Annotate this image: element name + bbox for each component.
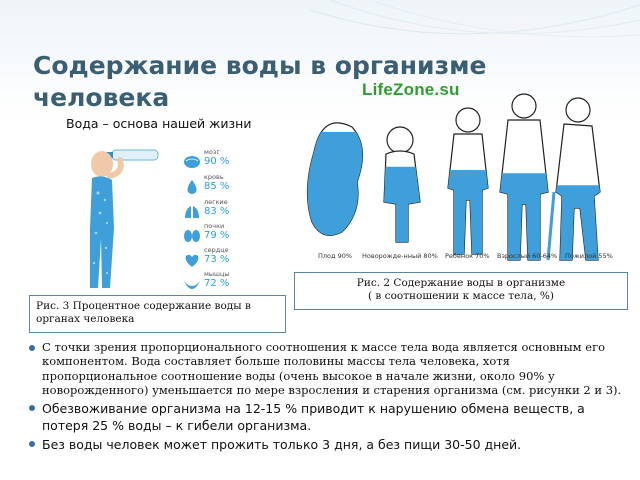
kidneys-icon xyxy=(182,227,202,245)
organ-item xyxy=(182,222,242,248)
organ-value: 72 % xyxy=(204,278,230,289)
stage-label: Плод 90% xyxy=(318,252,353,260)
lungs-icon xyxy=(182,203,202,221)
organ-name: легкие xyxy=(204,198,228,206)
organ-item xyxy=(182,246,242,272)
heart-icon xyxy=(182,251,202,269)
organ-item xyxy=(182,148,242,174)
figure-2-caption-line2: ( в соотношении к массе тела, %) xyxy=(368,290,554,302)
stage-adult-silhouette xyxy=(500,94,548,260)
stage-child-silhouette xyxy=(448,108,488,254)
bullet-item: Обезвоживание организма на 12-15 % приводит к нарушению обмена веществ, а потеря 25 % воды – к гибели организма. xyxy=(28,400,628,434)
stage-label: Взрослый 60-64% xyxy=(497,252,558,260)
stage-newborn-silhouette xyxy=(384,127,420,242)
organ-value: 79 % xyxy=(204,230,230,241)
organ-value: 73 % xyxy=(204,254,230,265)
stage-label: Пожилой 55% xyxy=(565,252,613,260)
organ-value: 83 % xyxy=(204,206,230,217)
subtitle: Вода – основа нашей жизни xyxy=(66,116,252,131)
water-by-age-illustration xyxy=(292,92,622,272)
organ-value: 85 % xyxy=(204,181,230,192)
stage-label: Новорожде-нный 80% xyxy=(362,252,438,260)
stage-elderly-silhouette xyxy=(548,98,600,260)
stage-label: Ребенок 70% xyxy=(445,252,490,260)
muscle-icon xyxy=(182,275,202,293)
organ-name: кровь xyxy=(204,173,224,181)
brain-icon xyxy=(182,153,202,171)
organ-name: почки xyxy=(204,222,225,230)
organ-item xyxy=(182,173,242,199)
figure-2-caption xyxy=(294,272,628,310)
blood-drop-icon xyxy=(182,178,202,196)
organ-name: мозг xyxy=(204,148,220,156)
organ-name: мышцы xyxy=(204,270,230,278)
organ-item xyxy=(182,270,242,296)
organ-value: 90 % xyxy=(204,156,230,167)
bullet-item: Без воды человек может прожить только 3 дня, а без пищи 30-50 дней. xyxy=(28,436,628,453)
organ-item xyxy=(182,198,242,224)
figure-2-caption-line1: Рис. 2 Содержание воды в организме xyxy=(356,277,566,289)
site-logo: LifeZone.su xyxy=(362,80,460,99)
organ-name: сердце xyxy=(204,246,229,254)
page-title: Содержание воды в организме человека xyxy=(33,51,487,112)
bullet-list xyxy=(28,340,628,455)
bullet-item: С точки зрения пропорционального соотношения к массе тела вода является основным его компонентом. Вода составляет больше половины массы тела человека, хотя пропорциональное соотношение воды (очень высокое в начале жизни, около 90% у новорожденного) уменьшается по мере взросления и старения организма (см. рисунки 2 и 3). xyxy=(28,340,628,398)
figure-3-caption: Рис. 3 Процентное содержание воды в органах человека xyxy=(29,295,286,333)
